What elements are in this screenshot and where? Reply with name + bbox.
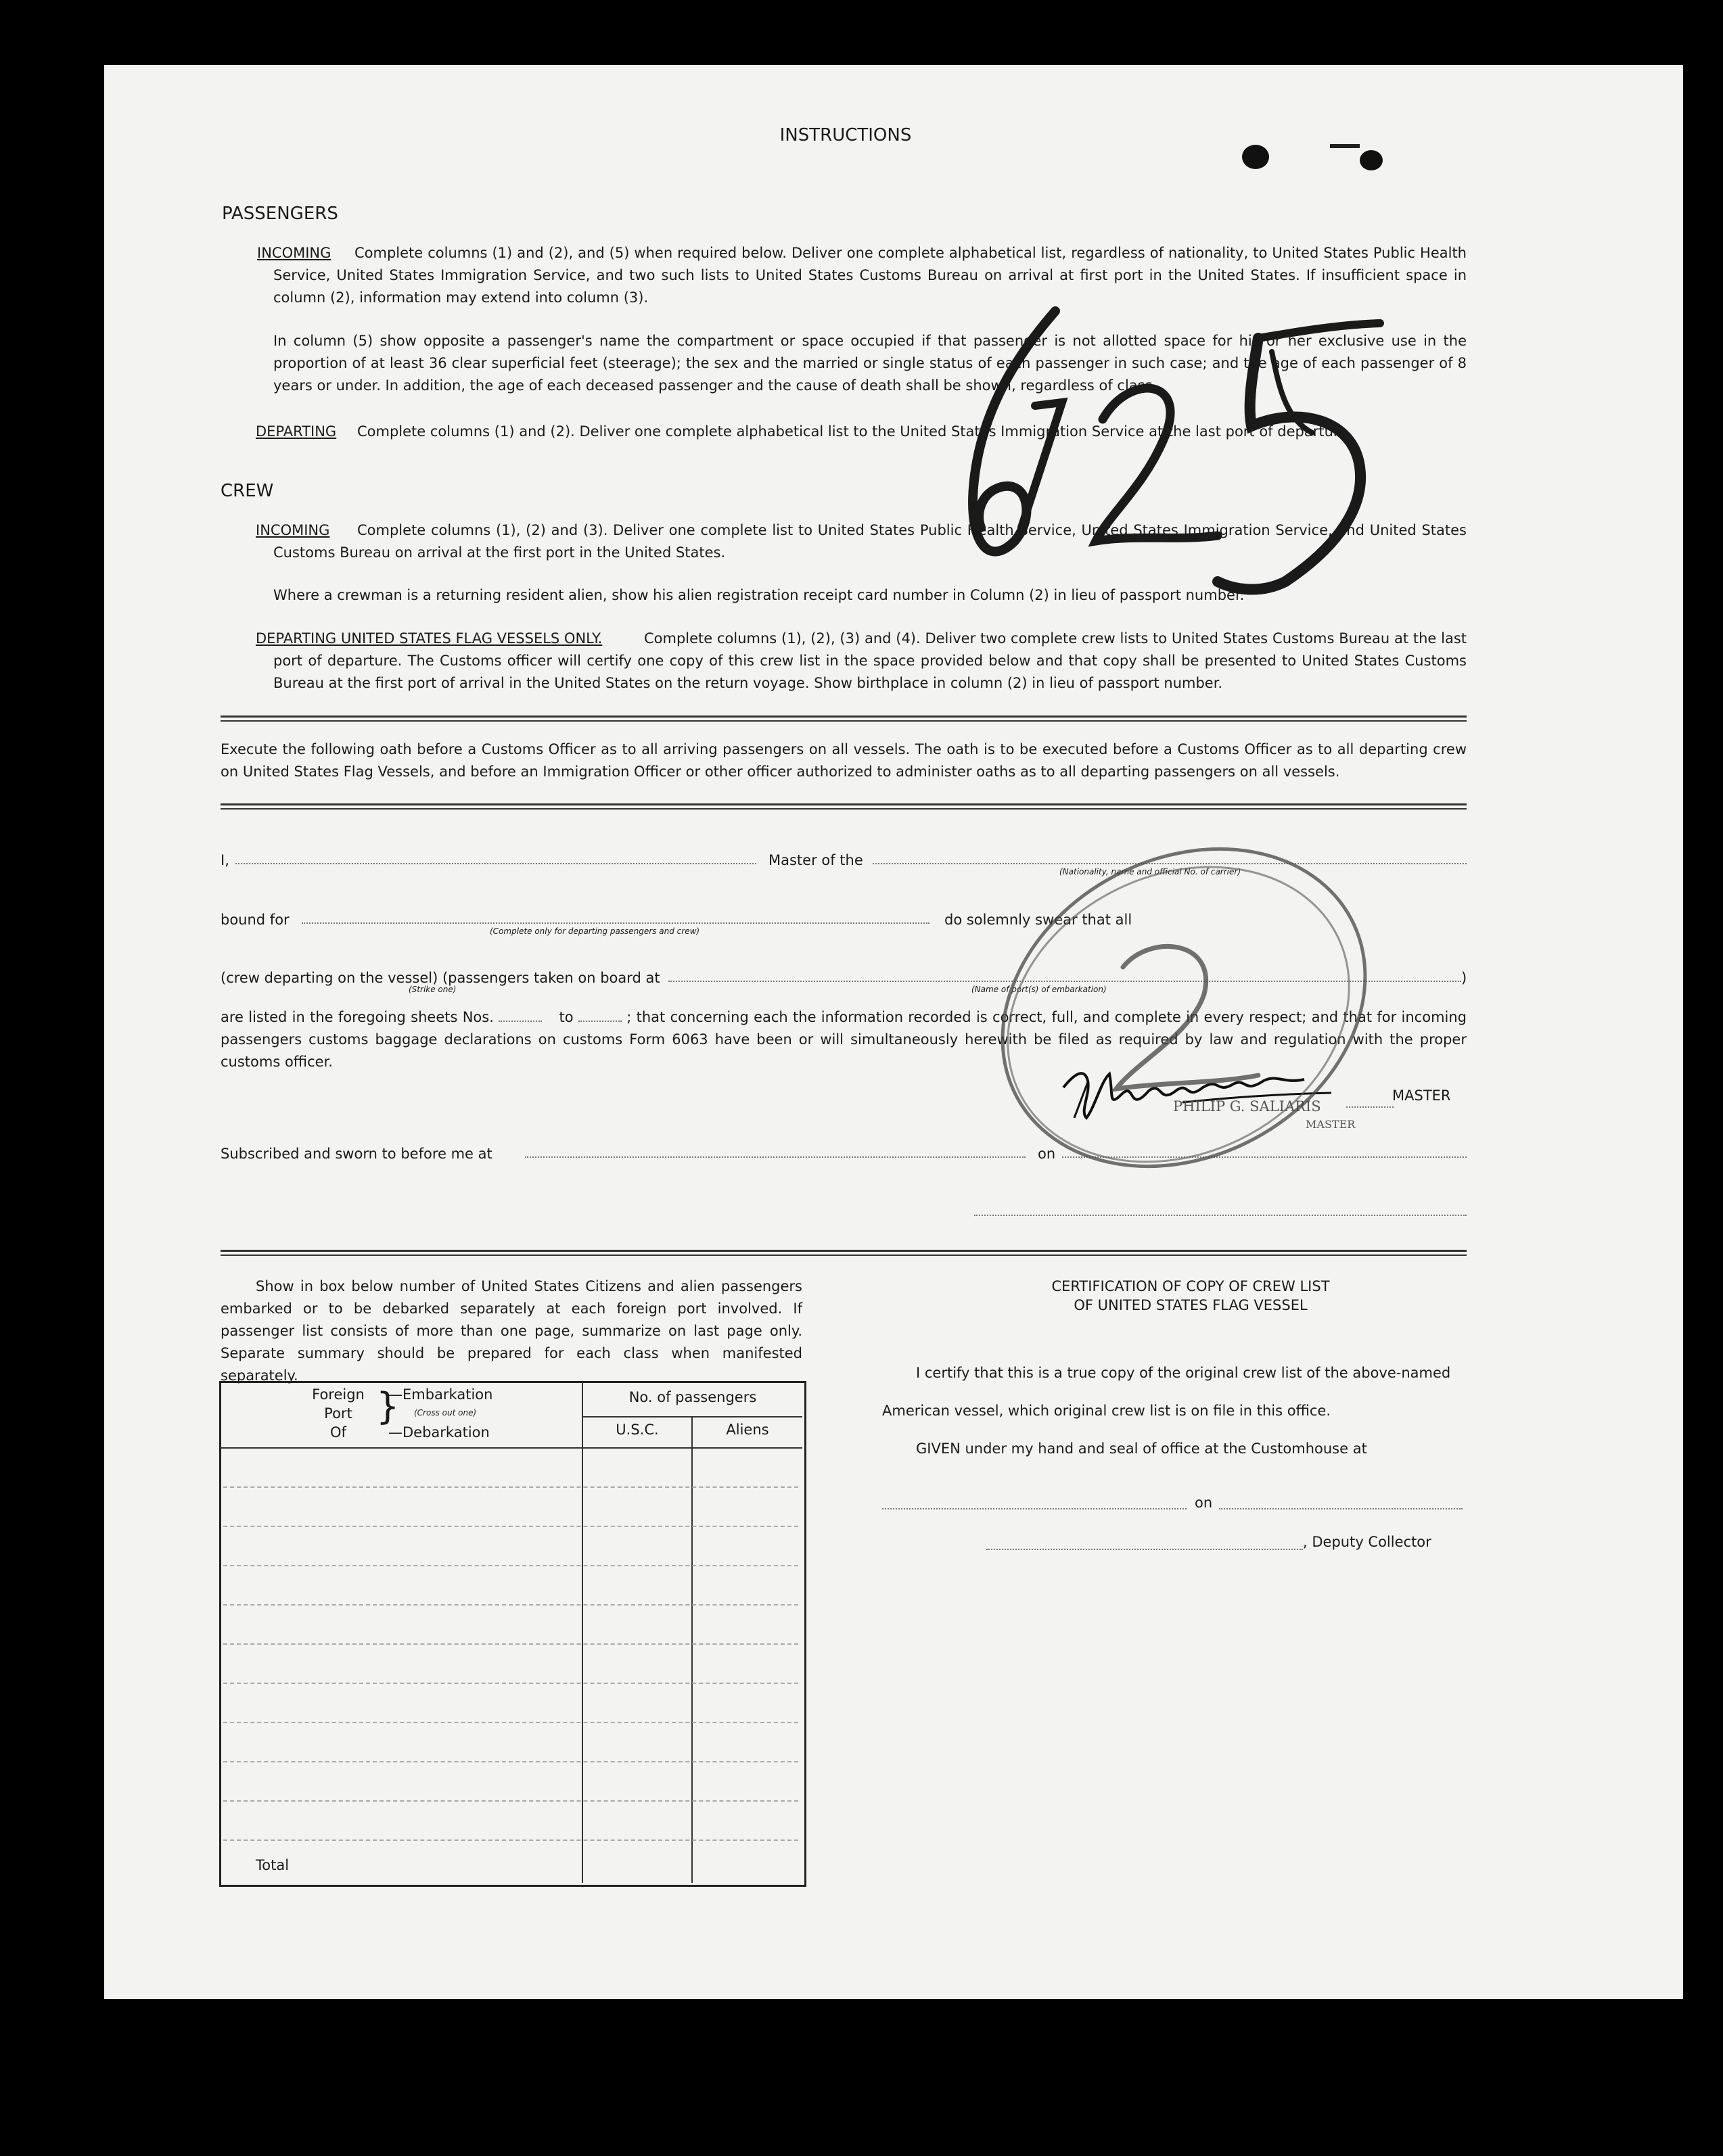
section-divider [221, 803, 1467, 810]
ink-mark [1330, 144, 1360, 148]
listed-to: to [559, 1009, 574, 1025]
table-divider [583, 1416, 802, 1417]
circled-handwritten-mark [961, 832, 1394, 1211]
bound-for-label: bound for [221, 912, 290, 928]
table-row[interactable] [223, 1722, 798, 1723]
certification-line-3: GIVEN under my hand and seal of office at the Customhouse at [916, 1440, 1367, 1457]
crew-departing-label: (crew departing on the vessel) (passengers taken on board at [221, 970, 660, 986]
foreign-label: Foreign [312, 1386, 365, 1403]
bound-for-field[interactable] [302, 922, 929, 924]
port-note: (Name of port(s) of embarkation) [971, 985, 1107, 994]
handwritten-number [785, 284, 1461, 636]
close-paren: ) [1461, 970, 1467, 986]
passengers-incoming-label: INCOMING [257, 245, 331, 261]
sworn-on-label: on [1038, 1146, 1056, 1162]
total-label: Total [256, 1857, 290, 1873]
sworn-location-field[interactable] [525, 1156, 1026, 1158]
embarkation-label: —Embarkation [388, 1386, 493, 1403]
cross-out-note: (Cross out one) [414, 1408, 477, 1417]
table-row[interactable] [223, 1761, 798, 1762]
signature-stamp-name: PHILIP G. SALIARIS [1173, 1098, 1321, 1115]
no-passengers-header: No. of passengers [628, 1389, 757, 1405]
signature-stamp-title: MASTER [1306, 1118, 1356, 1131]
ink-blot [1360, 150, 1383, 170]
passengers-departing-label: DEPARTING [256, 423, 337, 440]
certification-line-2: American vessel, which original crew list is on file in this office. [882, 1403, 1331, 1419]
certification-line-1: I certify that this is a true copy of the original crew list of the above-named [916, 1365, 1451, 1381]
usc-header: U.S.C. [616, 1422, 659, 1438]
listed-a: are listed in the foregoing sheets Nos. [221, 1009, 494, 1025]
subscribed-label: Subscribed and sworn to before me at [221, 1146, 492, 1162]
crew-departing-label: DEPARTING UNITED STATES FLAG VESSELS ONLY. [256, 630, 603, 647]
crew-incoming-text: Complete columns (1), (2) and (3). Deliver one complete list to United States Public Health Service, United States Immigration Service, and United States Customs Bureau on arrival at the first port in the United States. [273, 522, 1467, 561]
passengers-column5-text: In column (5) show opposite a passenger's name the compartment or space occupied if that passenger is not allotted space for his or her exclusive use in the proportion of at least 36 clear superficial feet (steerage); the sex and the married or single status of each passenger in such case; and the age of each passenger of 8 years or under. In addition, the age of each deceased passenger and the cause of death shall be shown, regardless of class. [273, 333, 1467, 394]
crew-incoming-label: INCOMING [256, 522, 330, 538]
passengers-heading: PASSENGERS [222, 204, 338, 224]
section-divider [221, 1250, 1467, 1256]
passengers-incoming-text: Complete columns (1) and (2), and (5) when required below. Deliver one complete alphabetical list, regardless of nationality, to United States Public Health Service, United States Immigration Service, and two such lists to United States Customs Bureau on arrival at first port in the United States. If insufficient space in column (2), information may extend into column (3). [273, 245, 1467, 306]
aliens-header: Aliens [726, 1422, 769, 1438]
section-divider [221, 716, 1467, 722]
certification-title-1: CERTIFICATION OF COPY OF CREW LIST [1051, 1278, 1330, 1294]
carrier-note: (Nationality, name and official No. of carrier) [1059, 867, 1241, 876]
table-header-line [221, 1447, 802, 1449]
passengers-departing-text: Complete columns (1) and (2). Deliver one complete alphabetical list to the United States Immigration Service at the last port of departure. [357, 423, 1352, 440]
port-label: Port [324, 1405, 352, 1422]
oath-i-label: I, [221, 852, 229, 868]
bound-for-note: (Complete only for departing passengers and crew) [490, 927, 700, 936]
table-row[interactable] [223, 1486, 798, 1488]
ink-blot [1242, 145, 1269, 169]
listed-b: ; that concerning each the information recorded is correct, full, and complete in every respect; and that for incoming passengers customs baggage declarations on customs Form 6063 have been or will simultaneously herewith be filed as required by law and regulation with the proper customs officer. [221, 1009, 1467, 1070]
master-name-field[interactable] [235, 863, 756, 864]
crew-heading: CREW [221, 481, 274, 501]
crew-departing-text: Complete columns (1), (2), (3) and (4). Deliver two complete crew lists to United States Customs Bureau at the last port of departure. The Customs officer will certify one copy of this crew list in the space provided below and that copy shall be presented to United States Customs Bureau at the first port of arrival in the United States on the return voyage. Show birthplace in column (2) in lieu of passport number. [273, 630, 1467, 691]
oath-instruction: Execute the following oath before a Customs Officer as to all arriving passengers on all vessels. The oath is to be executed before a Customs Officer as to all departing crew on United States Flag Vessels, and before an Immigration Officer or other officer authorized to administer oaths as to all departing passengers on all vessels. [221, 741, 1467, 780]
table-row[interactable] [223, 1683, 798, 1684]
strike-note: (Strike one) [409, 985, 457, 994]
table-row[interactable] [223, 1526, 798, 1527]
summary-instruction: Show in box below number of United States Citizens and alien passengers embarked or to be debarked separately at each foreign port involved. If passenger list consists of more than one page, summarize on last page only. Separate summary should be prepared for each class when manifested separately. [221, 1278, 802, 1384]
table-row[interactable] [223, 1839, 798, 1841]
deputy-collector-label: , Deputy Collector [1303, 1534, 1431, 1550]
table-row[interactable] [223, 1565, 798, 1566]
brace: } [376, 1385, 400, 1428]
certification-title-2: OF UNITED STATES FLAG VESSEL [1074, 1297, 1308, 1313]
page-title: INSTRUCTIONS [779, 125, 912, 145]
crew-resident-text: Where a crewman is a returning resident alien, show his alien registration receipt card number in Column (2) in lieu of passport number. [273, 587, 1245, 603]
deputy-signature-field[interactable] [986, 1549, 1303, 1550]
sheet-from-field[interactable] [499, 1021, 542, 1022]
of-label: Of [330, 1424, 346, 1440]
table-divider [582, 1382, 583, 1883]
table-row[interactable] [223, 1800, 798, 1802]
certification-date-field[interactable] [1219, 1508, 1463, 1509]
certification-on-label: on [1195, 1495, 1213, 1511]
debarkation-label: —Debarkation [388, 1424, 490, 1440]
passenger-summary-table [219, 1381, 806, 1887]
table-row[interactable] [223, 1604, 798, 1606]
officer-signature-field[interactable] [974, 1215, 1467, 1216]
table-row[interactable] [223, 1643, 798, 1645]
sheet-to-field[interactable] [578, 1021, 622, 1022]
master-of-label: Master of the [768, 852, 863, 868]
customhouse-field[interactable] [882, 1508, 1187, 1509]
swear-label: do solemnly swear that all [944, 912, 1132, 928]
master-label: MASTER [1392, 1087, 1451, 1104]
